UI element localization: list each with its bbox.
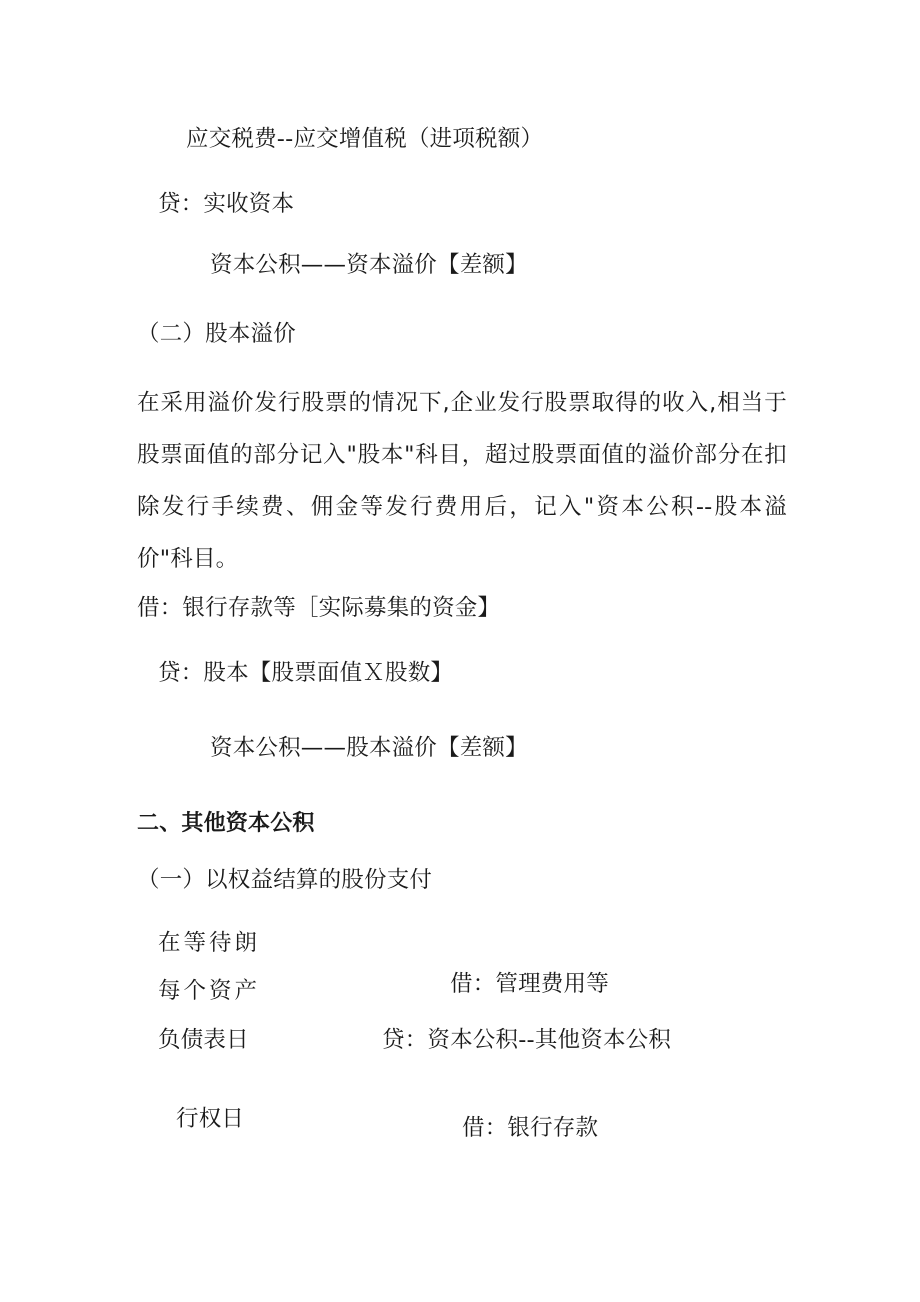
row-label-date: 负债表日	[158, 1027, 249, 1053]
entry-credit-other-capital-reserve: 贷：资本公积--其他资本公积	[382, 1027, 672, 1053]
entry-vat-input: 应交税费--应交增值税（进项税额）	[186, 126, 544, 152]
sub-heading-equity-settled-share-payment: （一）以权益结算的股份支付	[137, 867, 433, 893]
entry-credit-paid-in-capital: 贷：实收资本	[158, 191, 295, 217]
share-premium-paragraph: 在采用溢价发行股票的情况下,企业发行股票取得的收入,相当于股票面值的部分记入"股本"科目，超过股票面值的溢价部分在扣除发行手续费、佣金等发行费用后，记入"资本公积--股本溢价"科目。	[137, 390, 787, 572]
row-label-exercise-date: 行权日	[176, 1106, 245, 1132]
entry-debit-bank-deposit: 借：银行存款等［实际募集的资金】	[137, 595, 501, 621]
entry-credit-share-capital: 贷：股本【股票面值Ｘ股数】	[158, 660, 454, 686]
section-heading-other-capital-reserve: 二、其他资本公积	[137, 811, 315, 836]
entry-capital-reserve-share-premium: 资本公积——股本溢价【差额】	[210, 735, 528, 761]
entry-debit-admin-expenses: 借：管理费用等	[450, 971, 609, 997]
entry-debit-bank-deposit-exercise: 借：银行存款	[462, 1115, 599, 1141]
row-label-vesting-period: 在等待朗	[158, 930, 261, 956]
row-label-each-balance-sheet: 每个资产	[158, 978, 261, 1004]
sub-heading-share-premium: （二）股本溢价	[137, 321, 296, 347]
entry-capital-reserve-capital-premium: 资本公积——资本溢价【差额】	[210, 252, 528, 278]
